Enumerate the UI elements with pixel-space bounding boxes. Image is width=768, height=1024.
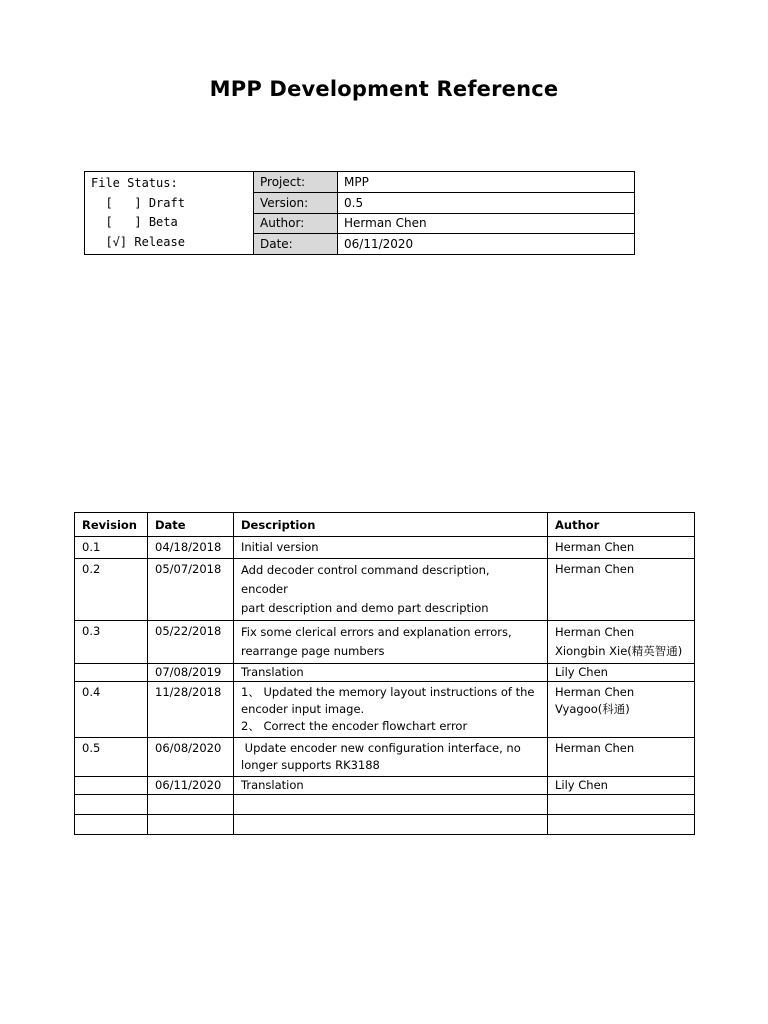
- status-option-draft-mark: [ ]: [105, 195, 142, 210]
- table-row: [75, 777, 695, 795]
- date-cell: 05/07/2018: [148, 559, 234, 621]
- description-cell: [234, 682, 548, 738]
- project-key: Project:: [254, 172, 338, 193]
- date-cell: 04/18/2018: [148, 537, 234, 559]
- revision-cell: 0.4: [75, 682, 148, 738]
- date-cell: 11/28/2018: [148, 682, 234, 738]
- version-value: 0.5: [338, 192, 635, 213]
- author-cell: [548, 738, 695, 777]
- table-row: [75, 664, 695, 682]
- description-line: 1、 Updated the memory layout instructions of the: [241, 685, 535, 699]
- date-cell: 05/22/2018: [148, 621, 234, 664]
- author-line: Vyagoo(科通): [555, 702, 630, 716]
- author-line: Herman Chen: [555, 625, 635, 639]
- revision-cell: 0.2: [75, 559, 148, 621]
- date-value: 06/11/2020: [338, 234, 635, 255]
- date-key: Date:: [254, 234, 338, 255]
- revision-cell: 0.1: [75, 537, 148, 559]
- description-cell: [234, 738, 548, 777]
- author-line: Herman Chen: [555, 540, 635, 554]
- description-cell: [234, 537, 548, 559]
- date-cell: 06/08/2020: [148, 738, 234, 777]
- description-line: rearrange page numbers: [241, 644, 385, 658]
- description-cell: [234, 777, 548, 795]
- table-row: [75, 559, 695, 621]
- description-line: Translation: [241, 665, 304, 679]
- description-line: encoder input image.: [241, 702, 365, 716]
- table-row: [75, 815, 695, 835]
- status-option-release: Release: [134, 234, 185, 249]
- project-value: MPP: [338, 172, 635, 193]
- author-cell: [548, 815, 695, 835]
- revision-cell: [75, 777, 148, 795]
- author-line: Herman Chen: [555, 685, 635, 699]
- revision-cell: 0.5: [75, 738, 148, 777]
- date-cell: 06/11/2020: [148, 777, 234, 795]
- header-date: Date: [148, 513, 234, 537]
- author-line: Herman Chen: [555, 741, 635, 755]
- revision-cell: [75, 664, 148, 682]
- revision-cell: 0.3: [75, 621, 148, 664]
- description-line: Add decoder control command description, encoder: [241, 563, 490, 596]
- description-line: Initial version: [241, 540, 319, 554]
- author-cell: [548, 559, 695, 621]
- table-row: [75, 537, 695, 559]
- description-line: Update encoder new configuration interface, no: [241, 741, 521, 755]
- table-row: [75, 795, 695, 815]
- document-title: MPP Development Reference: [209, 77, 559, 101]
- version-key: Version:: [254, 192, 338, 213]
- file-status-table: [84, 171, 635, 255]
- date-cell: [148, 795, 234, 815]
- header-description: Description: [234, 513, 548, 537]
- author-line: Xiongbin Xie(精英智通): [555, 644, 683, 658]
- author-line: Herman Chen: [555, 562, 635, 576]
- file-status-label: File Status:: [91, 176, 178, 190]
- status-option-beta: Beta: [148, 215, 178, 229]
- status-option-beta-mark: [ ]: [105, 215, 142, 229]
- description-line: longer supports RK3188: [241, 758, 380, 772]
- description-line: Translation: [241, 778, 304, 792]
- description-line: Fix some clerical errors and explanation errors,: [241, 625, 512, 639]
- file-status-cell: [85, 172, 254, 255]
- author-cell: [548, 621, 695, 664]
- description-line: part description and demo part description: [241, 601, 489, 615]
- revision-header-row: [75, 513, 695, 537]
- revision-cell: [75, 815, 148, 835]
- author-cell: [548, 537, 695, 559]
- table-row: [75, 621, 695, 664]
- revision-history-table: [74, 512, 695, 835]
- header-author: Author: [548, 513, 695, 537]
- table-row: [75, 738, 695, 777]
- status-option-draft: Draft: [148, 195, 185, 210]
- author-value: Herman Chen: [338, 213, 635, 234]
- revision-cell: [75, 795, 148, 815]
- description-cell: [234, 664, 548, 682]
- author-cell: [548, 664, 695, 682]
- date-cell: 07/08/2019: [148, 664, 234, 682]
- date-cell: [148, 815, 234, 835]
- description-line: 2、 Correct the encoder flowchart error: [241, 719, 468, 733]
- author-cell: [548, 795, 695, 815]
- status-option-release-mark: [√]: [105, 234, 128, 249]
- author-cell: [548, 777, 695, 795]
- author-line: Lily Chen: [555, 665, 608, 679]
- author-key: Author:: [254, 213, 338, 234]
- description-cell: [234, 815, 548, 835]
- author-line: Lily Chen: [555, 778, 608, 792]
- description-cell: [234, 795, 548, 815]
- description-cell: [234, 559, 548, 621]
- header-revision: Revision: [75, 513, 148, 537]
- description-cell: [234, 621, 548, 664]
- table-row: [75, 682, 695, 738]
- author-cell: [548, 682, 695, 738]
